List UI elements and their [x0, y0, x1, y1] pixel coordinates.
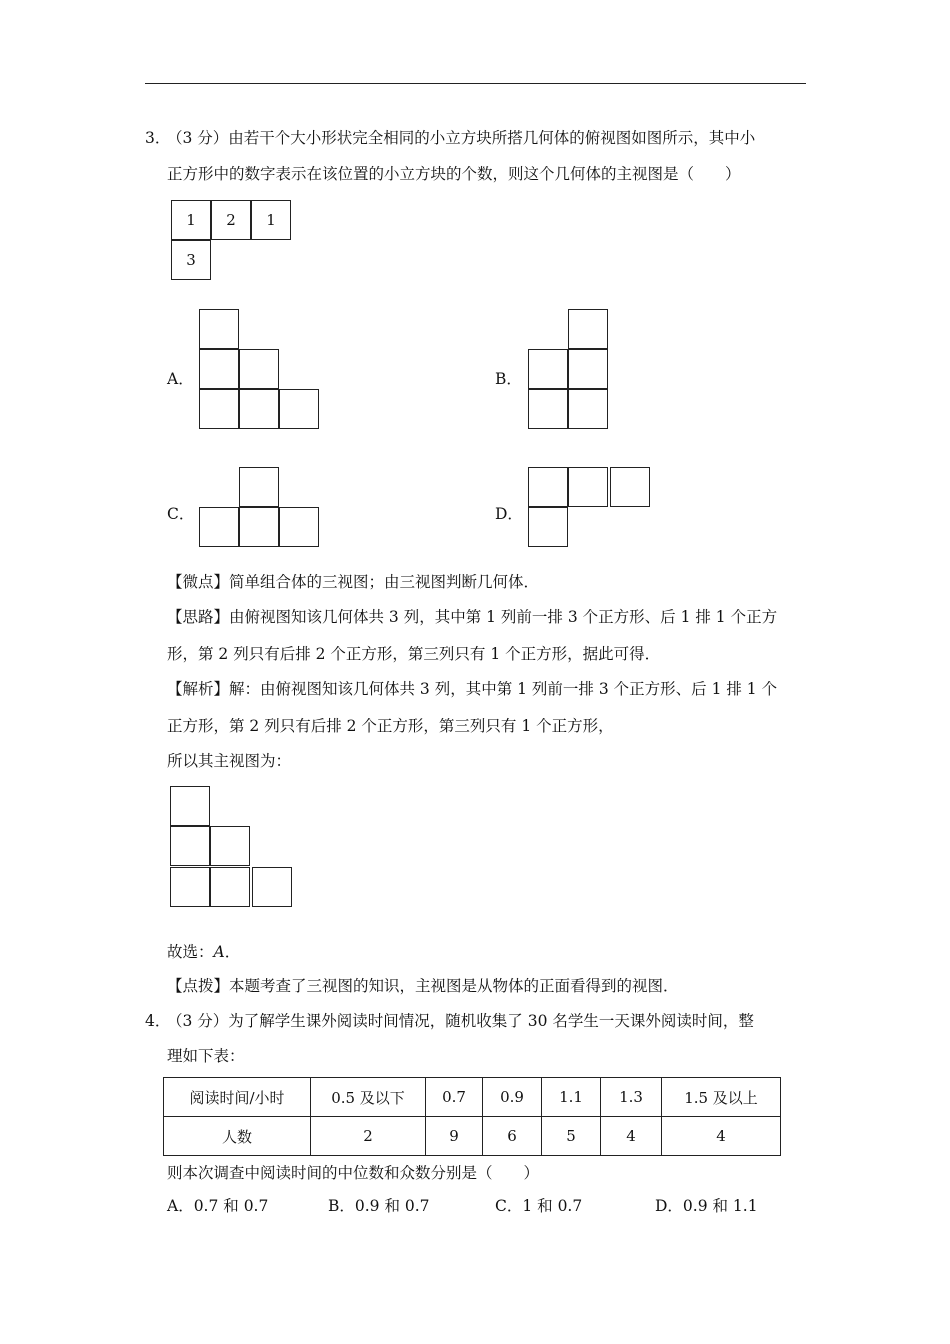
square [239, 467, 279, 507]
square [199, 507, 239, 547]
square [252, 867, 292, 907]
square [528, 507, 568, 547]
q4-stem-line2: 理如下表： [167, 1047, 245, 1065]
table-cell: 2 [311, 1117, 426, 1156]
answer-prefix: 故选： [167, 943, 214, 961]
q3-stem-line1: （3 分）由若干个大小形状完全相同的小立方块所搭几何体的俯视图如图所示，其中小 [167, 129, 756, 147]
q4-choice-b[interactable]: B．0.9 和 0.7 [328, 1197, 430, 1215]
top-view-cell: 1 [171, 200, 211, 240]
table-cell: 1.3 [601, 1078, 662, 1117]
table-cell: 9 [426, 1117, 483, 1156]
square [279, 389, 319, 429]
table-cell: 6 [483, 1117, 542, 1156]
table-cell: 阅读时间/小时 [164, 1078, 311, 1117]
table-header-row [164, 1078, 781, 1117]
table-cell: 5 [542, 1117, 601, 1156]
square [528, 389, 568, 429]
square [279, 507, 319, 547]
square [568, 309, 608, 349]
table-cell: 1.1 [542, 1078, 601, 1117]
square [528, 349, 568, 389]
table-cell: 0.9 [483, 1078, 542, 1117]
square [239, 349, 279, 389]
q3-jiexi-line2: 正方形，第 2 列只有后排 2 个正方形，第三列只有 1 个正方形， [167, 717, 614, 735]
q3-silu-line2: 形，第 2 列只有后排 2 个正方形，第三列只有 1 个正方形，据此可得． [167, 645, 661, 663]
square [199, 349, 239, 389]
square [210, 826, 250, 866]
q3-answer [167, 942, 240, 962]
table-cell: 人数 [164, 1117, 311, 1156]
square [170, 826, 210, 866]
q4-data-table [163, 1077, 781, 1156]
square [239, 389, 279, 429]
square [170, 786, 210, 826]
q3-dianbo: 【点拨】本题考查了三视图的知识，主视图是从物体的正面看得到的视图． [167, 977, 679, 995]
square [199, 389, 239, 429]
option-c-label[interactable]: C． [167, 505, 195, 523]
q3-jiexi-line1: 【解析】解：由俯视图知该几何体共 3 列，其中第 1 列前一排 3 个正方形、后 1 排 1 个 [167, 680, 778, 698]
q4-number: 4． [145, 1012, 171, 1030]
q3-silu-line1: 【思路】由俯视图知该几何体共 3 列，其中第 1 列前一排 3 个正方形、后 1 排 1 个正方 [167, 608, 778, 626]
q4-choice-d[interactable]: D．0.9 和 1.1 [655, 1197, 758, 1215]
square [528, 467, 568, 507]
table-cell: 1.5 及以上 [662, 1078, 781, 1117]
answer-letter: A [213, 943, 225, 961]
square [210, 867, 250, 907]
q3-number: 3． [145, 129, 171, 147]
q3-stem-line2: 正方形中的数字表示在该位置的小立方块的个数，则这个几何体的主视图是（ ） [167, 165, 741, 183]
q4-choice-a[interactable]: A．0.7 和 0.7 [167, 1197, 269, 1215]
table-cell: 0.7 [426, 1078, 483, 1117]
square [568, 349, 608, 389]
q4-stem-line1: （3 分）为了解学生课外阅读时间情况，随机收集了 30 名学生一天课外阅读时间，整 [167, 1012, 754, 1030]
top-view-cell: 1 [251, 200, 291, 240]
square [568, 389, 608, 429]
top-view-cell: 3 [171, 240, 211, 280]
q4-question: 则本次调查中阅读时间的中位数和众数分别是（ ） [167, 1164, 540, 1182]
option-b-label[interactable]: B． [495, 370, 522, 388]
option-a-label[interactable]: A． [167, 370, 194, 388]
square [199, 309, 239, 349]
answer-suffix: ． [224, 943, 241, 961]
table-row [164, 1117, 781, 1156]
table-cell: 4 [662, 1117, 781, 1156]
square [239, 507, 279, 547]
table-cell: 0.5 及以下 [311, 1078, 426, 1117]
square [568, 467, 608, 507]
top-view-cell: 2 [211, 200, 251, 240]
q4-choice-c[interactable]: C．1 和 0.7 [495, 1197, 583, 1215]
square [610, 467, 650, 507]
square [170, 867, 210, 907]
header-rule [145, 83, 806, 84]
q3-weidian: 【微点】简单组合体的三视图；由三视图判断几何体． [167, 573, 540, 591]
option-d-label[interactable]: D． [495, 505, 523, 523]
table-cell: 4 [601, 1117, 662, 1156]
q3-jiexi-line3: 所以其主视图为： [167, 752, 292, 770]
